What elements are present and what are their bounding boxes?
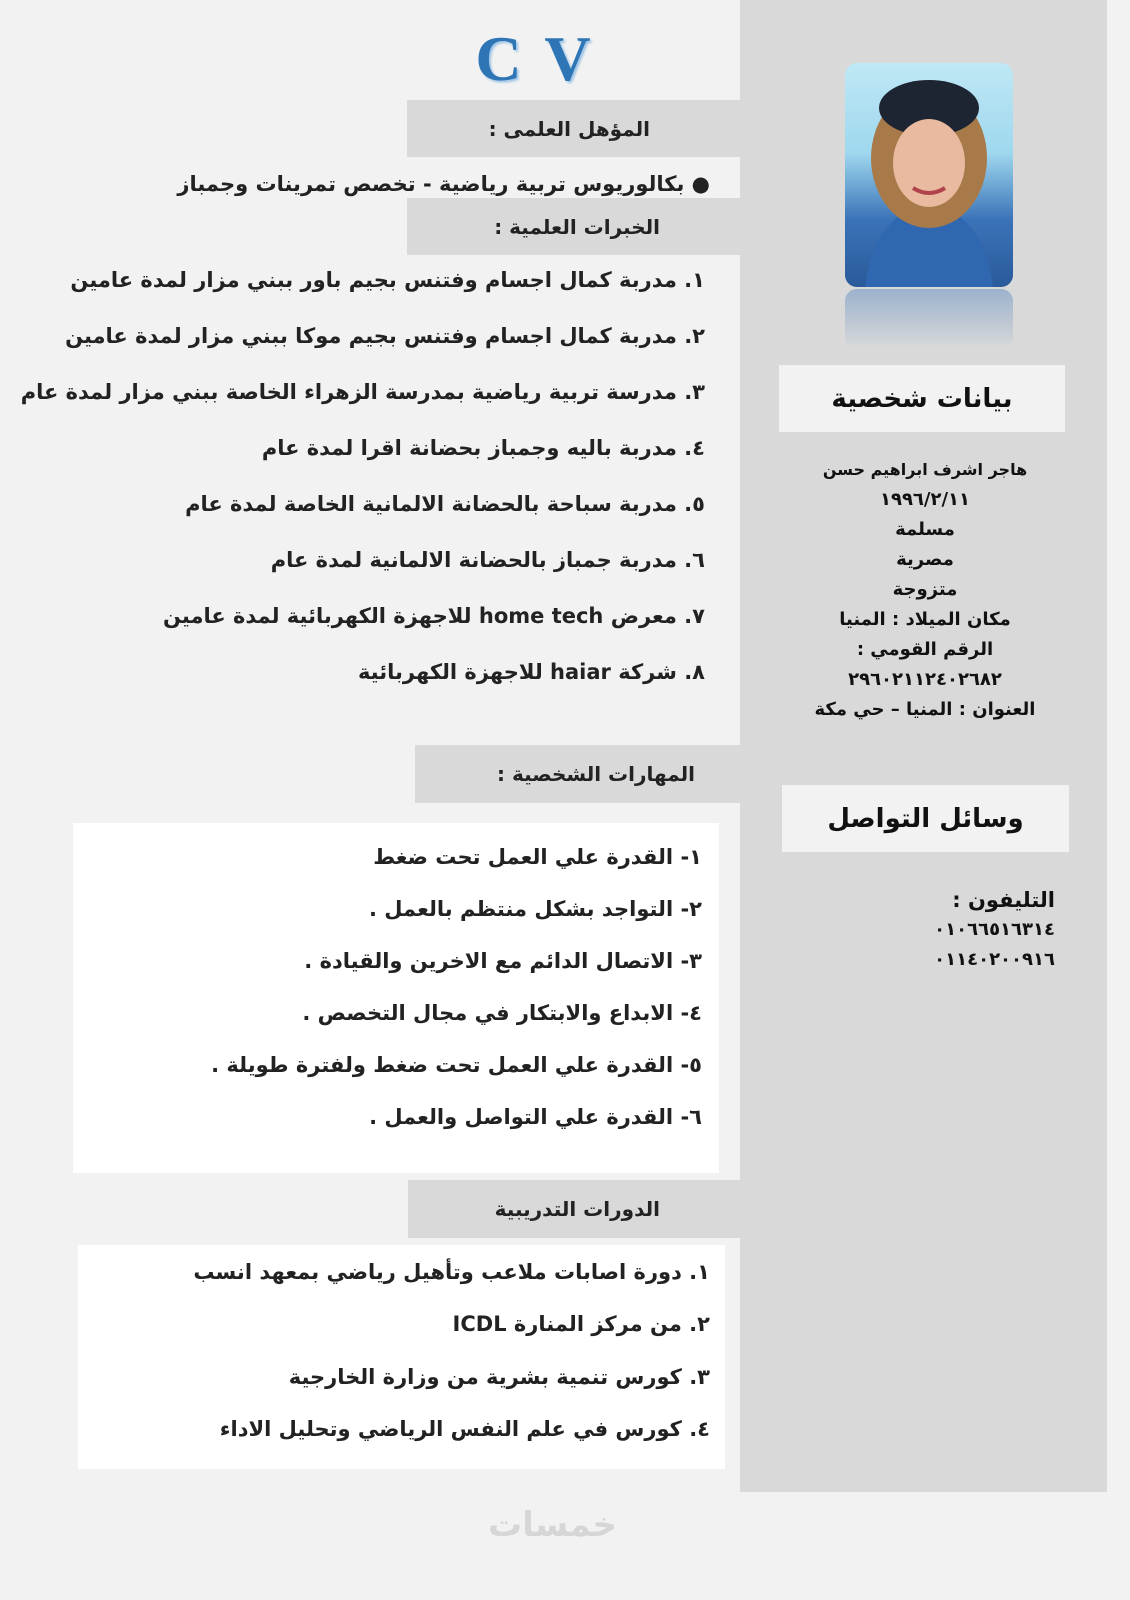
national-id: ٢٩٦٠٢١١٢٤٠٢٦٨٢ — [848, 669, 1002, 690]
experience-header: الخبرات العلمية : — [407, 198, 740, 255]
religion: مسلمة — [895, 519, 955, 540]
list-item: ٥- القدرة علي العمل تحت ضغط ولفترة طويلة . — [211, 1053, 702, 1077]
list-item: ٣- الاتصال الدائم مع الاخرين والقيادة . — [304, 949, 702, 973]
list-item: ٢. مدربة كمال اجسام وفتنس بجيم موكا ببني مزار لمدة عامين — [65, 324, 705, 348]
personal-info — [790, 455, 1060, 725]
list-item: ٦. مدربة جمباز بالحضانة الالمانية لمدة عام — [270, 548, 705, 572]
profile-photo — [845, 63, 1013, 287]
list-item: ٥. مدربة سباحة بالحضانة الالمانية الخاصة لمدة عام — [185, 492, 705, 516]
phone-number[interactable]: ٠١١٤٠٢٠٠٩١٦ — [934, 949, 1055, 970]
list-item: ٦- القدرة علي التواصل والعمل . — [369, 1105, 702, 1129]
list-item: ٨. شركة haiar للاجهزة الكهربائية — [357, 660, 705, 684]
birth-date: ١٩٩٦/٢/١١ — [879, 489, 971, 510]
list-item: ٢- التواجد بشكل منتظم بالعمل . — [369, 897, 702, 921]
marital-status: متزوجة — [892, 579, 958, 600]
list-item: ١. دورة اصابات ملاعب وتأهيل رياضي بمعهد انسب — [193, 1260, 710, 1284]
address: العنوان : المنيا – حي مكة — [814, 699, 1036, 720]
qualification-text: بكالوريوس تربية رياضية - تخصص تمرينات وجمباز — [177, 172, 685, 196]
person-icon — [845, 63, 1013, 287]
list-item: ١. مدربة كمال اجسام وفتنس بجيم باور ببني مزار لمدة عامين — [70, 268, 705, 292]
phone-label: التليفون : — [952, 888, 1055, 912]
personal-header: بيانات شخصية — [779, 365, 1065, 432]
list-item: ٤- الابداع والابتكار في مجال التخصص . — [302, 1001, 702, 1025]
name: هاجر اشرف ابراهيم حسن — [822, 460, 1028, 479]
skills-header: المهارات الشخصية : — [415, 745, 740, 803]
contact-info — [850, 885, 1055, 975]
qualification-item: ● بكالوريوس تربية رياضية - تخصص تمرينات وجمباز — [177, 172, 710, 196]
contact-header: وسائل التواصل — [782, 785, 1069, 852]
birth-place: مكان الميلاد : المنيا — [839, 609, 1011, 630]
list-item: ٣. مدرسة تربية رياضية بمدرسة الزهراء الخاصة ببني مزار لمدة عام — [20, 380, 705, 404]
national-id-label: الرقم القومي : — [856, 639, 994, 660]
photo-reflection — [845, 289, 1013, 349]
cv-title: C V — [475, 23, 595, 94]
list-item: ٤. مدربة باليه وجمباز بحضانة اقرا لمدة عام — [261, 436, 705, 460]
qualification-header: المؤهل العلمى : — [407, 100, 740, 157]
list-item: ٢. من مركز المنارة ICDL — [452, 1312, 710, 1336]
courses-header: الدورات التدريبية — [408, 1180, 740, 1238]
list-item: ١- القدرة علي العمل تحت ضغط — [373, 845, 702, 869]
nationality: مصرية — [896, 549, 954, 570]
phone-number[interactable]: ٠١٠٦٦٥١٦٣١٤ — [934, 919, 1055, 940]
watermark-logo: خمسات — [488, 1505, 617, 1545]
list-item: ٤. كورس في علم النفس الرياضي وتحليل الاداء — [219, 1417, 710, 1441]
list-item: ٧. معرض home tech للاجهزة الكهربائية لمدة عامين — [162, 604, 705, 628]
list-item: ٣. كورس تنمية بشرية من وزارة الخارجية — [288, 1365, 710, 1389]
